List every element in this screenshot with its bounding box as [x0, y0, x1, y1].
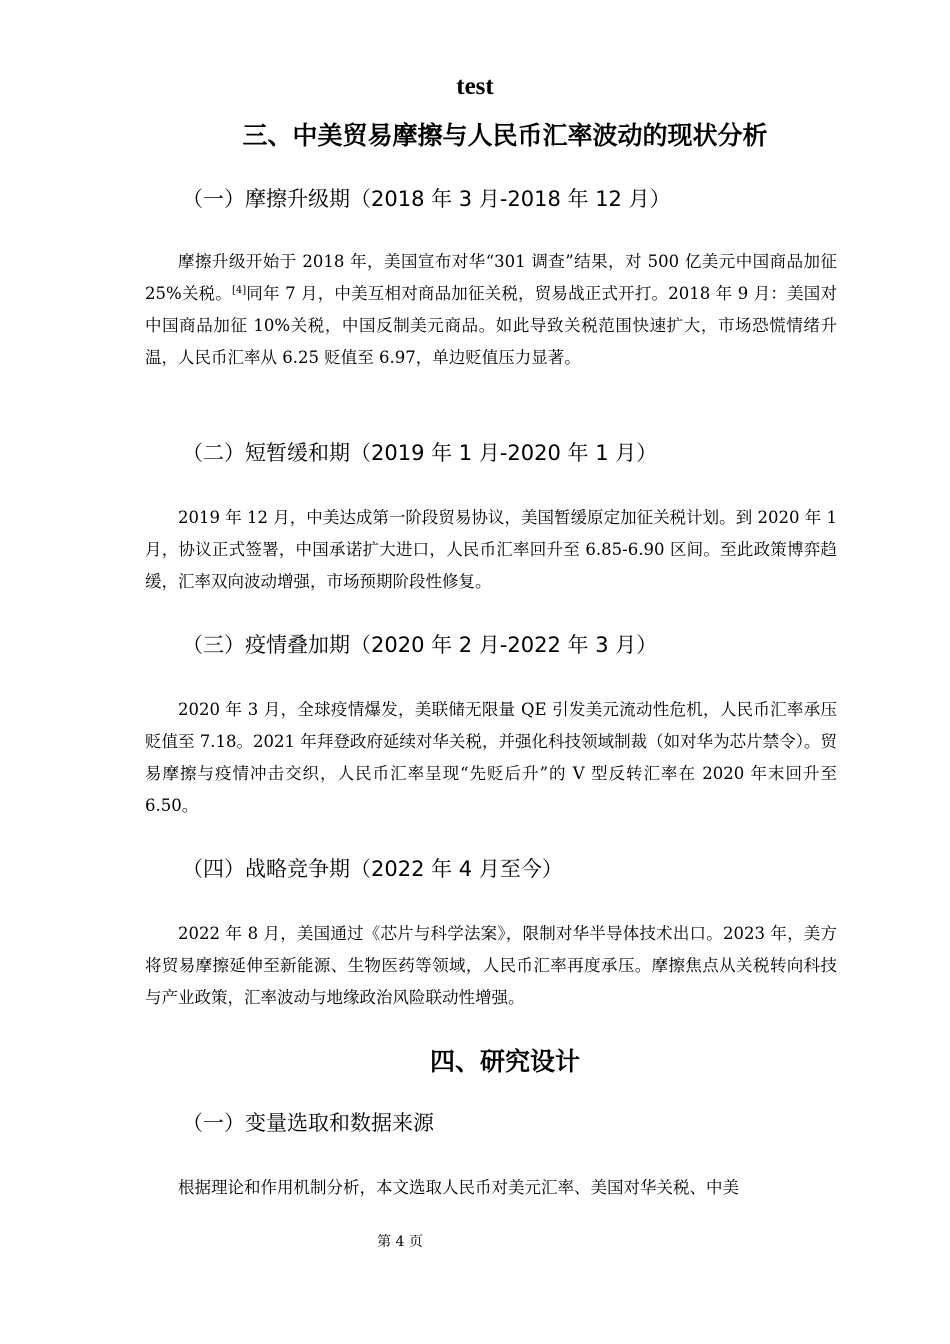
section-3-1-text-a: 摩擦升级开始于 2018 年，美国宣布对华“301 调查”结果，对 500 亿美元中国商品加征 25%关税。 [145, 252, 837, 303]
section-3-1-text-b: 同年 7 月，中美互相对商品加征关税，贸易战正式开打。2018 年 9 月：美国对中国商品加征 10%关税，中国反制美元商品。如此导致关税范围快速扩大，市场恐慌情绪升温，人民币汇率从 6.25 贬值至 6.97，单边贬值压力显著。 [145, 284, 837, 367]
section-3-3-paragraph: 2020 年 3 月，全球疫情爆发，美联储无限量 QE 引发美元流动性危机，人民币汇率承压贬值至 7.18。2021 年拜登政府延续对华关税，并强化科技领域制裁（如对华为芯片禁令）。贸易摩擦与疫情冲击交织，人民币汇率呈现“先贬后升”的 V 型反转汇率在 2020 年末回升至 6.50。 [145, 700, 837, 815]
chapter-4-title: 四、研究设计 [429, 1047, 580, 1076]
citation-ref: [4] [231, 285, 247, 296]
document-header-title: test [456, 73, 494, 100]
section-3-4-paragraph: 2022 年 8 月，美国通过《芯片与科学法案》，限制对华半导体技术出口。2023 年，美方将贸易摩擦延伸至新能源、生物医药等领域，人民币汇率再度承压。摩擦焦点从关税转向科技与产业政策，汇率波动与地缘政治风险联动性增强。 [145, 924, 837, 1007]
chapter-3-title: 三、中美贸易摩擦与人民币汇率波动的现状分析 [242, 121, 768, 150]
section-3-2-heading: （二）短暂缓和期（2019 年 1 月-2020 年 1 月） [182, 441, 658, 465]
section-3-4-heading: （四）战略竞争期（2022 年 4 月至今） [182, 857, 563, 881]
section-3-1-heading: （一）摩擦升级期（2018 年 3 月-2018 年 12 月） [182, 187, 671, 211]
section-4-1-paragraph: 根据理论和作用机制分析，本文选取人民币对美元汇率、美国对华关税、中美 [178, 1178, 739, 1197]
section-3-3-heading: （三）疫情叠加期（2020 年 2 月-2022 年 3 月） [182, 633, 658, 657]
page-number-footer: 第 4 页 [377, 1234, 423, 1250]
section-3-2-paragraph: 2019 年 12 月，中美达成第一阶段贸易协议，美国暂缓原定加征关税计划。到 2020 年 1 月，协议正式签署，中国承诺扩大进口，人民币汇率回升至 6.85-6.90 区间。至此政策博弈趋缓，汇率双向波动增强，市场预期阶段性修复。 [145, 508, 837, 591]
section-4-1-heading: （一）变量选取和数据来源 [182, 1111, 434, 1135]
section-3-1-paragraph [145, 246, 837, 374]
